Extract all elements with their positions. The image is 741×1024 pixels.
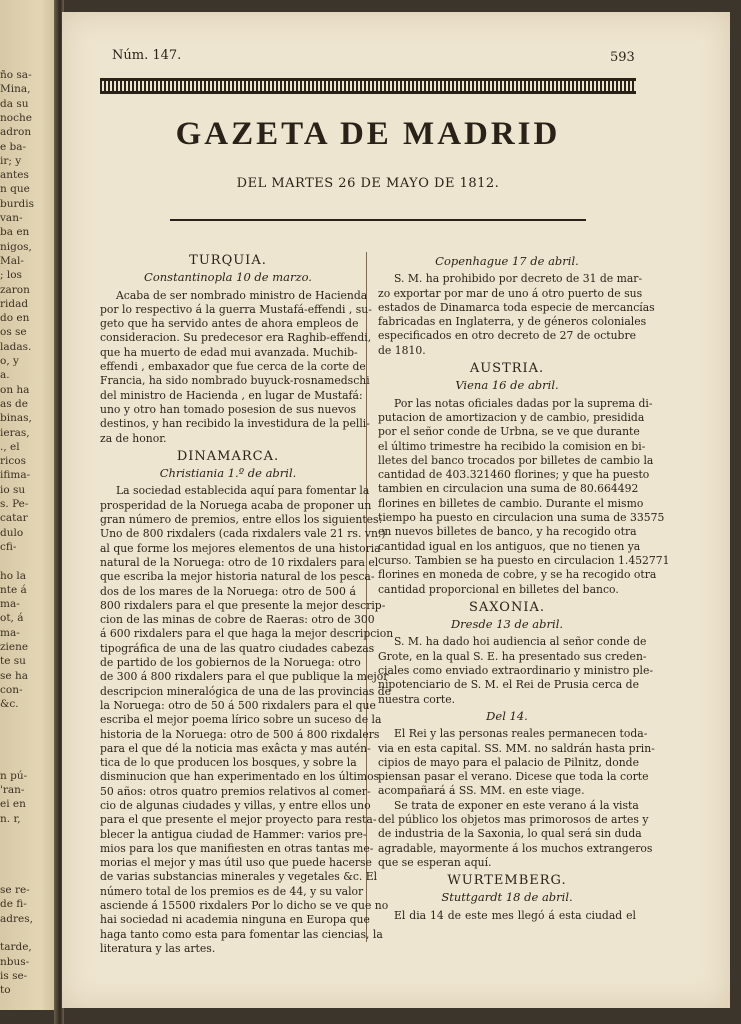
text-line: nuestra corte. <box>378 692 456 706</box>
text-line: por lo respectivo á la guerra Mustafá-effendi , su- <box>100 302 372 316</box>
text-line: cantidad de 403.321460 florines; y que ha puesto <box>378 468 650 482</box>
left-page-line: on ha <box>0 383 30 396</box>
left-page-line: da su <box>0 97 29 110</box>
left-page-line: nbus- <box>0 955 30 968</box>
left-page-line: ño sa- <box>0 69 32 81</box>
left-page-line: ifima- <box>0 469 31 482</box>
left-page-line: se re- <box>0 884 30 897</box>
left-page-line: nigos, <box>0 240 32 253</box>
text-line: via en esta capital. SS. MM. no saldrán hasta prin- <box>378 741 655 755</box>
left-page-line: nte á <box>0 583 27 596</box>
text-line: el último trimestre ha recibido la comision en bi- <box>378 439 646 453</box>
section-heading: DINAMARCA. <box>176 448 280 464</box>
left-page-line: te su <box>0 655 26 668</box>
text-line: 50 años: otros quatro premios relativos al comer- <box>100 784 371 798</box>
text-line: para el que dé la noticia mas exâcta y mas autén- <box>100 741 371 755</box>
text-line: dos de los mares de la Noruega: otro de 500 á <box>100 584 356 598</box>
left-page-line: ladas. <box>0 340 32 353</box>
text-line: Acaba de ser nombrado ministro de Hacienda <box>116 288 368 302</box>
left-page-line: ba en <box>0 226 30 239</box>
left-page-line: is se- <box>0 969 28 982</box>
text-line: escriba el mejor poema lírico sobre un suceso de la <box>100 713 382 727</box>
left-page-line: van- <box>0 212 23 224</box>
text-line: Grote, en la qual S. E. ha presentado sus creden- <box>378 649 647 663</box>
text-line: morias el mejor y mas útil uso que puede hacerse <box>100 856 372 870</box>
left-page-line: 'ran- <box>0 784 25 796</box>
section-heading: SAXONIA. <box>468 599 545 615</box>
left-page-line: ., el <box>0 440 20 453</box>
text-line: florines en billetes de cambio. Durante el mismo <box>378 496 644 510</box>
left-page-line: ziene <box>0 641 29 653</box>
article-paragraph <box>378 798 653 870</box>
article-paragraph <box>378 272 655 358</box>
left-page-line: o, y <box>0 355 19 367</box>
article-paragraph <box>378 396 670 597</box>
left-page-line: dulo <box>0 526 24 539</box>
left-page-line: os se <box>0 326 27 339</box>
text-line: cantidad proporcional en billetes del banco. <box>378 582 619 596</box>
text-line: tica de lo que producen los bosques, y sobre la <box>100 756 357 770</box>
article-paragraph <box>378 635 654 706</box>
article-paragraph <box>378 909 636 923</box>
text-line: literatura y las artes. <box>100 941 216 955</box>
text-line: agradable, mayormente á los muchos extrangeros <box>378 841 653 855</box>
article-paragraph <box>100 484 394 956</box>
left-column <box>100 250 394 956</box>
article-paragraph <box>378 727 655 798</box>
left-page-line: Mal- <box>0 254 24 267</box>
text-line: Francia, ha sido nombrado buyuck-rosnamedschi <box>100 374 370 388</box>
left-page-line: tarde, <box>0 941 32 954</box>
text-line: cipios de mayo para el palacio de Pilnitz, donde <box>378 755 639 769</box>
left-page-line: cfi- <box>0 540 17 553</box>
text-line: consideracion. Su predecesor era Raghib-effendi, <box>100 331 372 345</box>
text-line: al que forme los mejores elementos de una historia <box>100 541 381 555</box>
text-line: por el señor conde de Urbna, se ve que durante <box>378 425 640 439</box>
text-line: geto que ha servido antes de ahora empleos de <box>100 317 359 331</box>
issue-dateline: DEL MARTES 26 DE MAYO DE 1812. <box>236 176 500 191</box>
text-line: destinos, y han recibido la investidura de la pelli- <box>100 417 370 431</box>
section-heading: WURTEMBERG. <box>447 873 567 889</box>
article-paragraph <box>100 288 372 446</box>
text-line: zo exportar por mar de uno á otro puerto de sus <box>378 286 643 300</box>
masthead-title: GAZETA DE MADRID <box>175 116 561 152</box>
left-page-line: con- <box>0 683 23 696</box>
text-line: del público los objetos mas primorosos de artes y <box>378 812 649 826</box>
text-line: La sociedad establecida aquí para fomentar la <box>116 484 370 498</box>
text-line: acompañará á SS. MM. en este viage. <box>378 784 585 798</box>
text-line: S. M. ha prohibido por decreto de 31 de mar- <box>394 272 643 286</box>
text-line: del ministro de Hacienda , en lugar de Mustafá: <box>100 388 363 402</box>
text-line: la Noruega: otro de 50 á 500 rixdalers para el que <box>100 698 376 712</box>
text-line: de partido de los gobiernos de la Noruega: otro <box>100 656 361 670</box>
text-line: fabricadas en Inglaterra, y de géneros coloniales <box>378 315 647 329</box>
text-line: cantidad igual en los antiguos, que no tienen ya <box>378 539 641 553</box>
article-dateline: Constantinopla 10 de marzo. <box>144 270 312 285</box>
ornamental-rule <box>100 78 636 94</box>
text-line: uno y otro han tomado posesion de sus nuevos <box>100 402 356 416</box>
left-page-line: as de <box>0 397 28 410</box>
masthead-divider <box>170 219 586 221</box>
text-line: de varias substancias minerales y vegetales &c. El <box>100 870 378 884</box>
text-line: blecer la antigua ciudad de Hammer: varios pre- <box>100 827 367 841</box>
text-line: descripcion mineralógica de una de las provincias de <box>100 684 392 698</box>
article-dateline: Viena 16 de abril. <box>455 378 559 393</box>
text-line: disminucion que han experimentado en los últimos <box>100 770 380 784</box>
text-line: za de honor. <box>100 431 167 445</box>
left-page-line: adron <box>0 126 32 139</box>
left-facing-page <box>0 0 58 1010</box>
text-line: El Rei y las personas reales permanecen toda- <box>394 727 648 741</box>
section-heading: AUSTRIA. <box>469 361 545 377</box>
text-line: cio de algunas ciudades y villas, y entre ellos uno <box>100 798 371 812</box>
right-column <box>378 252 670 923</box>
left-page-line: zaron <box>0 283 30 296</box>
left-page-line: ot, á <box>0 612 24 625</box>
text-line: estados de Dinamarca toda especie de mercancías <box>378 300 655 314</box>
text-line: de industria de la Saxonia, lo qual será sin duda <box>378 827 642 841</box>
left-page-line: io su <box>0 483 26 496</box>
newspaper-page <box>62 12 730 1008</box>
left-page-line: ir; y <box>0 154 22 167</box>
text-line: á 600 rixdalers para el que haga la mejor descripcion <box>100 627 394 641</box>
text-line: florines en moneda de cobre, y se ha recogido otra <box>378 568 657 582</box>
text-line: tambien en circulacion una suma de 80.664492 <box>378 482 639 496</box>
text-line: que ha muerto de edad mui avanzada. Muchib- <box>100 345 358 359</box>
article-dateline: Copenhague 17 de abril. <box>435 254 579 268</box>
text-line: Por las notas oficiales dadas por la suprema di- <box>394 396 653 410</box>
text-line: Se trata de exponer en este verano á la vista <box>394 798 639 812</box>
left-page-line: antes <box>0 169 29 182</box>
left-page-line: s. Pe- <box>0 498 29 510</box>
text-line: ciales como enviado extraordinario y ministro ple- <box>378 664 654 678</box>
text-line: tiempo ha puesto en circulacion una suma de 33575 <box>378 511 665 525</box>
left-page-line: se ha <box>0 669 28 682</box>
left-page-line: to <box>0 984 11 997</box>
text-line: effendi , embaxador que fue cerca de la corte de <box>100 360 366 374</box>
left-page-line: ridad <box>0 297 29 310</box>
text-line: asciende á 15500 rixdalers Por lo dicho se ve que no <box>100 899 389 913</box>
left-page-line: n que <box>0 183 30 196</box>
text-line: cion de las minas de cobre de Raeras: otro de 300 <box>100 613 375 627</box>
article-dateline: Stuttgardt 18 de abril. <box>441 890 573 905</box>
text-line: especificados en otro decreto de 27 de octubre <box>378 329 636 343</box>
text-line: prosperidad de la Noruega acaba de proponer un <box>100 498 372 512</box>
text-line: curso. Tambien se ha puesto en circulacion 1.452771 <box>378 553 670 567</box>
page-number: 593 <box>610 50 635 65</box>
text-line: haga tanto como esta para fomentar las ciencias, la <box>100 927 383 941</box>
issue-number: Núm. 147. <box>112 48 182 63</box>
text-line: El dia 14 de este mes llegó á esta ciudad el <box>394 908 636 922</box>
text-line: número total de los premios es de 44, y su valor <box>100 884 364 898</box>
text-line: putacion de amortizacion y de cambio, presidida <box>378 410 645 424</box>
left-page-line: ho la <box>0 569 27 582</box>
text-line: nipotenciario de S. M. el Rei de Prusia cerca de <box>378 678 639 692</box>
text-line: que se esperan aquí. <box>378 855 492 869</box>
left-page-line: n pú- <box>0 769 28 782</box>
text-line: para el que presente el mejor proyecto para resta- <box>100 813 377 827</box>
left-page-line: Mina, <box>0 83 31 96</box>
text-line: de 1810. <box>378 343 426 357</box>
text-line: 800 rixdalers para el que presente la mejor descrip- <box>100 598 386 612</box>
left-page-line: ieras, <box>0 426 30 439</box>
left-page-line: noche <box>0 111 32 124</box>
text-line: hai sociedad ni academia ninguna en Europa que <box>100 913 370 927</box>
left-page-line: n. r, <box>0 812 21 825</box>
left-page-line: binas, <box>0 412 32 425</box>
text-line: lletes del banco trocados por billetes de cambio la <box>378 453 654 467</box>
text-line: tipográfica de una de las quatro ciudades cabezas <box>100 641 375 655</box>
left-page-line: &c. <box>0 698 19 711</box>
article-dateline: Dresde 13 de abril. <box>450 617 564 632</box>
left-page-line: a. <box>0 369 10 382</box>
text-line: gran número de premios, entre ellos los siguientes: <box>100 513 383 527</box>
left-page-line: ; los <box>0 269 22 282</box>
left-page-line: adres, <box>0 912 33 925</box>
text-line: natural de la Noruega: otro de 10 rixdalers para el <box>100 555 379 569</box>
left-page-line: ei en <box>0 798 26 811</box>
text-line: mios para los que manifiesten en otras tantas me- <box>100 841 374 855</box>
left-page-line: e ba- <box>0 140 27 153</box>
left-page-line: de fi- <box>0 898 27 911</box>
text-line: en nuevos billetes de banco, y ha recogido otra <box>378 525 637 539</box>
text-line: historia de la Noruega: otro de 500 á 800 rixdalers <box>100 727 380 741</box>
text-line: de 300 á 800 rixdalers para el que publique la mejor <box>100 670 389 684</box>
article-dateline: Christiania 1.º de abril. <box>159 466 297 481</box>
left-page-line: burdis <box>0 197 34 210</box>
text-line: piensan pasar el verano. Dicese que toda la corte <box>378 770 649 784</box>
left-page-line: ma- <box>0 626 20 639</box>
left-page-line: catar <box>0 512 28 525</box>
text-line: S. M. ha dado hoi audiencia al señor conde de <box>394 635 647 649</box>
left-page-line: do en <box>0 312 30 325</box>
section-heading: TURQUIA. <box>189 253 267 268</box>
text-line: Uno de 800 rixdalers (cada rixdalers vale 21 rs. vn.) <box>100 527 386 541</box>
text-line: que escriba la mejor historia natural de los pesca- <box>100 570 375 584</box>
article-dateline: Del 14. <box>486 708 528 723</box>
left-page-line: ricos <box>0 455 26 468</box>
left-page-line: ma- <box>0 598 20 611</box>
